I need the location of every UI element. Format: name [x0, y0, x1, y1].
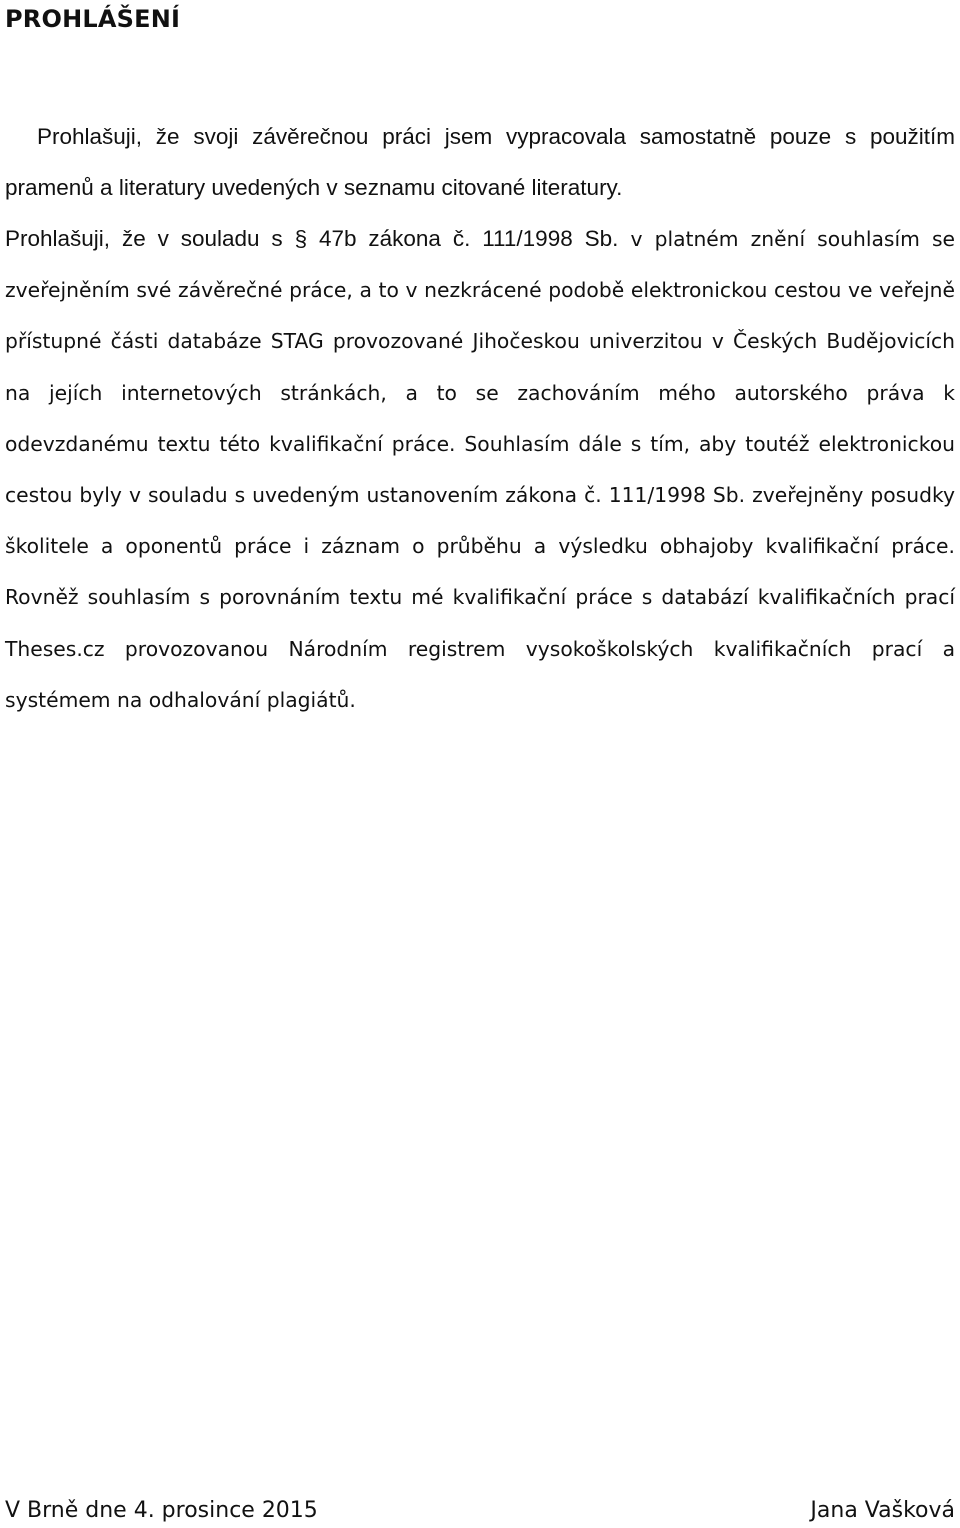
declaration-paragraph-1: Prohlašuji, že svoji závěrečnou práci jsem vypracovala samostatně pouze s použitím pramenů a literatury uvedených v seznamu citované literatury.: [5, 124, 955, 200]
signature-footer: [5, 1494, 955, 1528]
declaration-paragraph-2: [5, 213, 955, 726]
paragraph-2-rest: v platném znění souhlasím se zveřejněním své závěrečné práce, a to v nezkrácené podobě elektronickou cestou ve veřejně přístupné části databáze STAG provozované Jihočeskou univerzitou v Českých Budějovicích na jejích internetových stránkách, a to se zachováním mého autorského práva k odevzdanému textu této kvalifikační práce. Souhlasím dále s tím, aby toutéž elektronickou cestou byly v souladu s uvedeným ustanovením zákona č. 111/1998 Sb. zveřejněny posudky školitele a oponentů práce i záznam o průběhu a výsledku obhajoby kvalifikační práce. Rovněž souhlasím s porovnáním textu mé kvalifikační práce s databází kvalifikačních prací Theses.cz provozovanou Národním registrem vysokoškolských kvalifikačních prací a systémem na odhalování plagiátů.: [5, 227, 956, 712]
paragraph-2-lead: Prohlašuji, že v souladu s § 47b zákona č. 111/1998 Sb.: [5, 226, 619, 251]
place-and-date: V Brně dne 4. prosince 2015: [5, 1498, 318, 1523]
document-heading: PROHLÁŠENÍ: [5, 5, 181, 33]
author-name: Jana Vašková: [810, 1498, 955, 1523]
